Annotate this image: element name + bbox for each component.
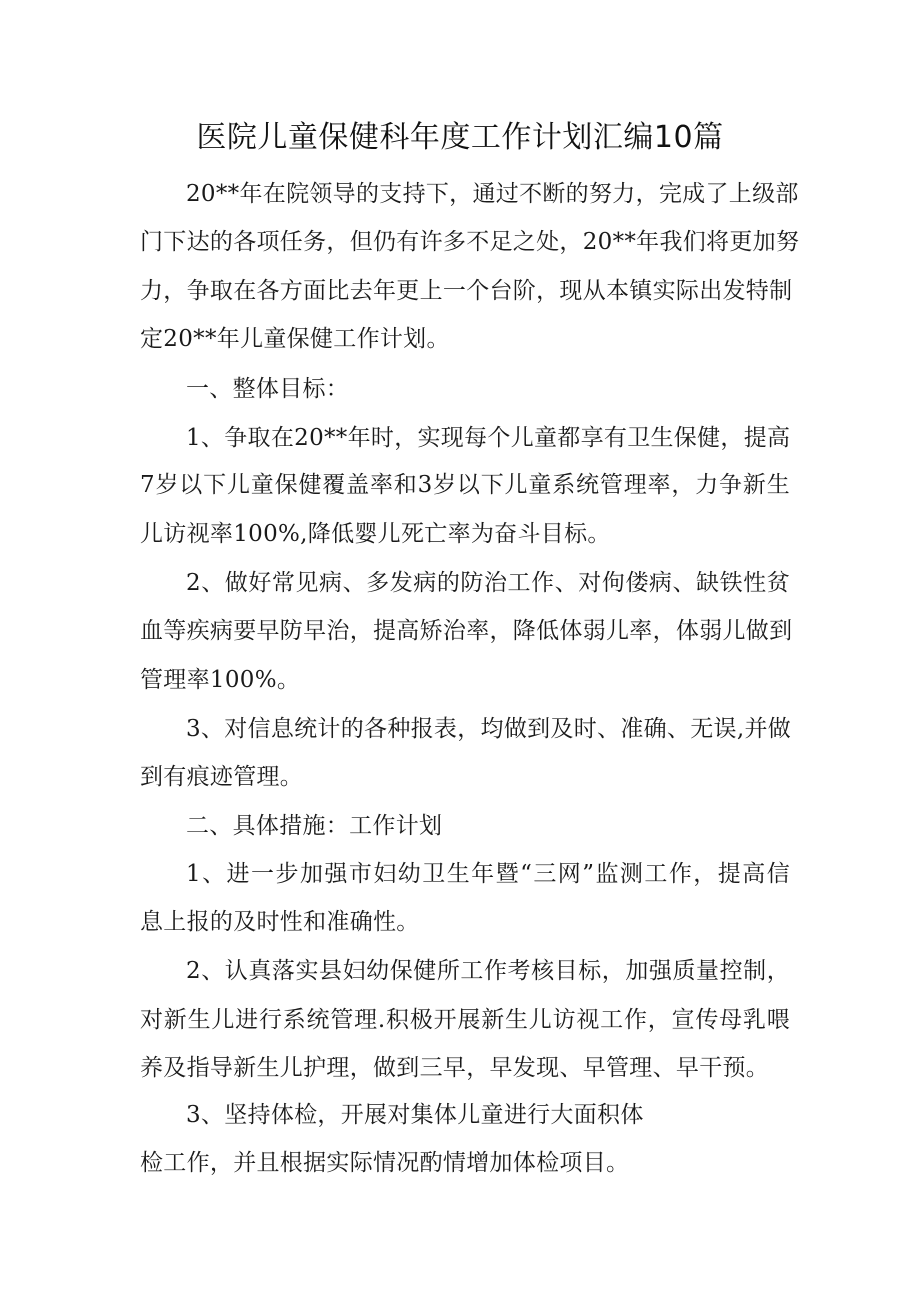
document-title: 医院儿童保健科年度工作计划汇编10篇 bbox=[196, 120, 724, 155]
paragraph-line: 检工作，并且根据实际情况酌情增加体检项目。 bbox=[140, 1150, 630, 1176]
paragraph-line: 2、做好常见病、多发病的防治工作、对佝偻病、缺铁性贫 bbox=[186, 570, 790, 596]
paragraph-line: 1、争取在20**年时，实现每个儿童都享有卫生保健，提高 bbox=[186, 425, 791, 451]
paragraph-line: 管理率100%。 bbox=[140, 667, 301, 693]
paragraph-line: 养及指导新生儿护理，做到三早，早发现、早管理、早干预。 bbox=[140, 1055, 770, 1081]
section-heading: 一、整体目标： bbox=[186, 376, 350, 402]
paragraph-line: 定20**年儿童保健工作计划。 bbox=[140, 326, 450, 352]
paragraph-line: 对新生儿进行系统管理.积极开展新生儿访视工作，宣传母乳喂 bbox=[140, 1007, 790, 1033]
paragraph-line: 3、坚持体检，开展对集体儿童进行大面积体 bbox=[186, 1102, 644, 1128]
paragraph-line: 门下达的各项任务，但仍有许多不足之处，20**年我们将更加努 bbox=[140, 229, 800, 255]
paragraph-line: 7岁以下儿童保健覆盖率和3岁以下儿童系统管理率，力争新生 bbox=[140, 472, 790, 498]
paragraph-line: 到有痕迹管理。 bbox=[140, 764, 304, 790]
paragraph-line: 息上报的及时性和准确性。 bbox=[140, 909, 420, 935]
paragraph-line: 血等疾病要早防早治，提高矫治率，降低体弱儿率，体弱儿做到 bbox=[140, 618, 793, 644]
paragraph-line: 儿访视率100%,降低婴儿死亡率为奋斗目标。 bbox=[140, 521, 611, 547]
paragraph-line: 力，争取在各方面比去年更上一个台阶，现从本镇实际出发特制 bbox=[140, 278, 793, 304]
paragraph-line: 2、认真落实县妇幼保健所工作考核目标，加强质量控制， bbox=[186, 958, 790, 984]
paragraph-line: 20**年在院领导的支持下，通过不断的努力，完成了上级部 bbox=[186, 181, 799, 207]
paragraph-line: 3、对信息统计的各种报表，均做到及时、准确、无误,并做 bbox=[186, 716, 792, 742]
paragraph-line: 1、进一步加强市妇幼卫生年暨“三网”监测工作，提高信 bbox=[186, 861, 790, 887]
section-heading: 二、具体措施：工作计划 bbox=[186, 813, 443, 839]
